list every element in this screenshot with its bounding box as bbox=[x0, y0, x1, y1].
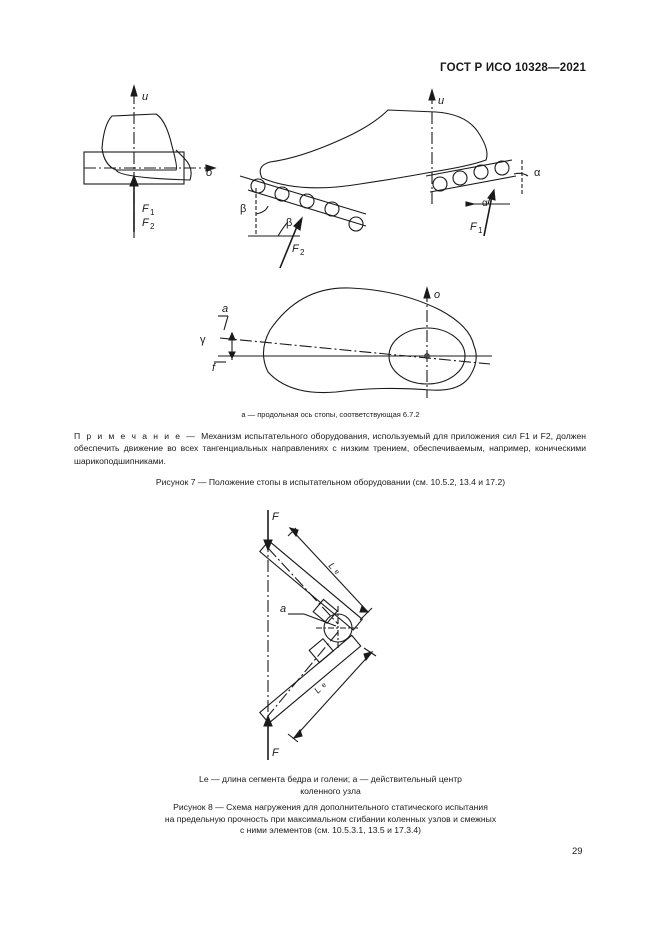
fig7-label-f: f bbox=[212, 362, 216, 374]
fig7-label-a: a bbox=[222, 303, 229, 315]
fig7-label-o-left: o bbox=[206, 167, 213, 179]
fig7-label-gamma: γ bbox=[200, 334, 206, 346]
fig7-label-u-right: u bbox=[438, 95, 445, 107]
figure-8-caption bbox=[0, 802, 661, 837]
figure-8-legend bbox=[0, 774, 661, 797]
fig7-sub-2-right: 2 bbox=[300, 248, 305, 257]
fig8-sub-e-bottom: e bbox=[320, 681, 329, 690]
fig7-sub-1-left: 1 bbox=[150, 208, 155, 217]
fig8-label-Le-bottom: L bbox=[312, 684, 323, 696]
fig8-sub-e-top: e bbox=[332, 568, 341, 577]
figure-8-caption-line-3: с ними элементов (см. 10.5.3.1, 13.5 и 17.3.4) bbox=[239, 825, 422, 836]
fig7-label-alpha-bottom: α bbox=[482, 198, 488, 209]
fig7-label-F1-left: F bbox=[142, 203, 149, 215]
fig8-label-a: a bbox=[280, 603, 287, 615]
fig7-label-u-left: u bbox=[142, 91, 149, 103]
fig7-label-F1-right: F bbox=[470, 221, 477, 233]
figure-8-caption-line-1: Рисунок 8 — Схема нагружения для дополнительного статического испытания bbox=[173, 802, 488, 812]
note-lead: П р и м е ч а н и е — bbox=[74, 431, 202, 441]
figure-7-caption: Рисунок 7 — Положение стопы в испытательном оборудовании (см. 10.5.2, 13.4 и 17.2) bbox=[155, 477, 506, 487]
fig8-label-F-bottom: F bbox=[272, 747, 279, 759]
fig7-label-F2-right: F bbox=[292, 243, 299, 255]
figure-8-legend-line-1: Le — длина сегмента бедра и голени; a — действительный центр bbox=[199, 774, 462, 784]
fig7-label-o-bottom: o bbox=[434, 289, 441, 301]
figure-7-legend: a — продольная ось стопы, соответствующая 6.7.2 bbox=[241, 410, 420, 419]
fig7-label-beta-right: β bbox=[286, 217, 293, 229]
fig8-label-F-top: F bbox=[272, 511, 279, 523]
note-body: Механизм испытательного оборудования, используемый для приложения сил F1 и F2, должен обеспечить движение во всех тангенциальных направлениях с низким трением, обеспечиваемым, например, коническими шарикоподшипниками. bbox=[74, 431, 586, 466]
fig7-label-alpha-top: α bbox=[534, 167, 541, 179]
fig7-label-F2-left: F bbox=[142, 217, 149, 229]
standard-designation: ГОСТ Р ИСО 10328—2021 bbox=[440, 62, 587, 74]
fig7-sub-2-left: 2 bbox=[150, 222, 155, 231]
fig8-label-Le-top: L bbox=[326, 560, 338, 572]
fig7-label-beta-left: β bbox=[240, 203, 247, 215]
figure-8-caption-line-2: на предельную прочность при максимальном сгибании коленных узлов и смежных bbox=[164, 813, 497, 824]
fig7-sub-1-right: 1 bbox=[478, 226, 483, 235]
figure-8-legend-line-2: коленного узла bbox=[300, 785, 361, 796]
page-number: 29 bbox=[572, 846, 583, 857]
